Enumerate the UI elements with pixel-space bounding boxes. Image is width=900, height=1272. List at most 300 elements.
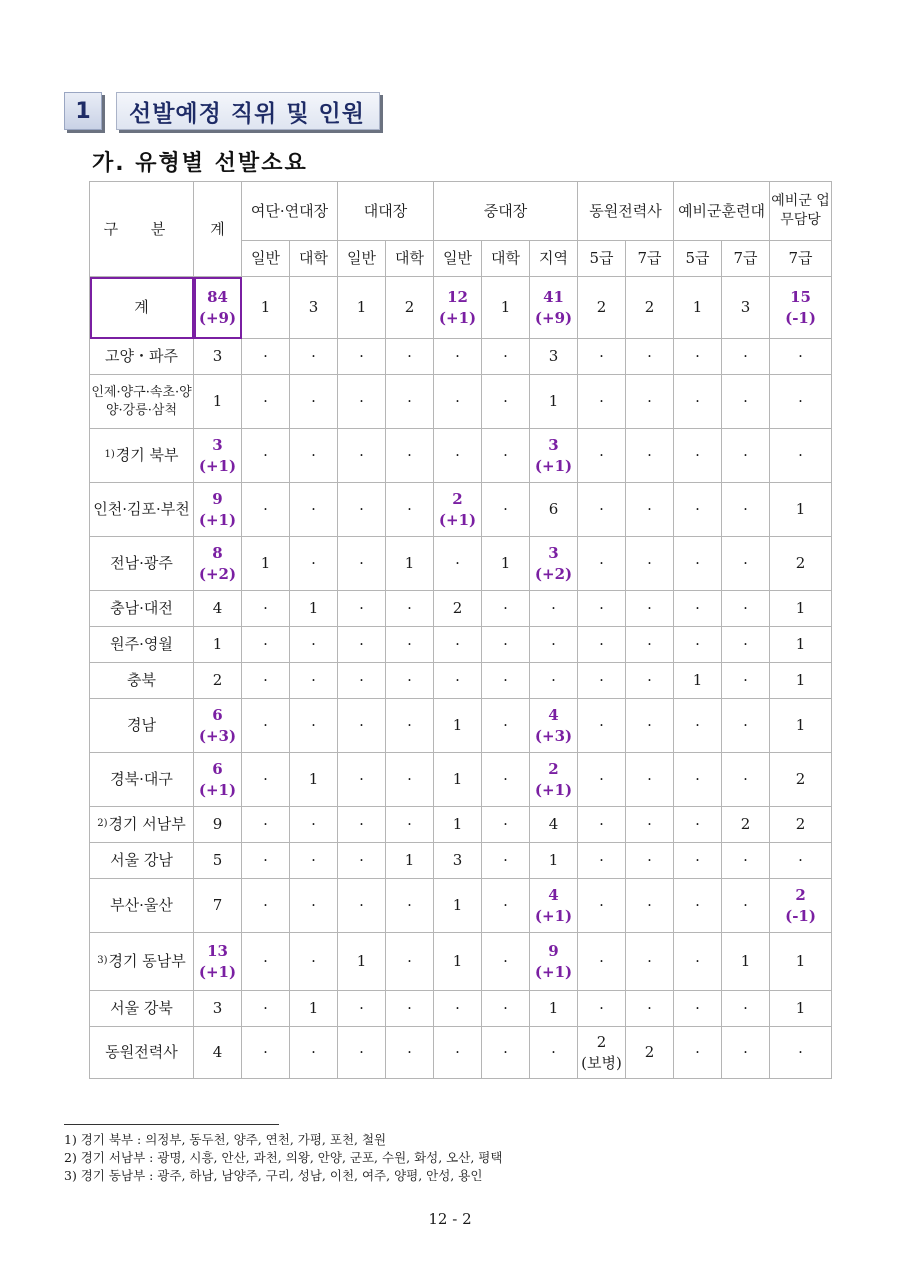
row-label-text: 경기 북부: [115, 446, 179, 465]
value-cell: [242, 429, 290, 483]
cell-value: ·: [743, 347, 748, 366]
value-cell: [626, 277, 674, 339]
cell-value: 1: [548, 392, 559, 411]
cell-value: ·: [359, 671, 364, 690]
row-label: [90, 591, 194, 627]
value-cell: [722, 591, 770, 627]
page-number: 12 - 2: [428, 1210, 472, 1228]
cell-value: ·: [599, 952, 604, 971]
value-cell: [626, 753, 674, 807]
value-cell: [770, 699, 832, 753]
value-cell: [386, 699, 434, 753]
value-cell: [530, 375, 578, 429]
row-label: [90, 699, 194, 753]
value-cell: [770, 429, 832, 483]
row-label: [90, 1027, 194, 1079]
value-cell: [386, 807, 434, 843]
cell-value: ·: [503, 851, 508, 870]
cell-value: ·: [503, 392, 508, 411]
footnote-marker: 2): [97, 818, 108, 830]
cell-value: ·: [599, 716, 604, 735]
value-cell: [674, 807, 722, 843]
row-label-text: 경기 서남부: [108, 815, 186, 834]
cell-value: ·: [599, 671, 604, 690]
value-cell: [290, 591, 338, 627]
value-cell: [770, 933, 832, 991]
row-label: [90, 429, 194, 483]
cell-value: ·: [647, 599, 652, 618]
value-cell: [530, 339, 578, 375]
footnote-marker: 3): [97, 955, 108, 967]
cell-value: 1: [356, 298, 367, 317]
cell-value: ·: [455, 635, 460, 654]
value-cell: [434, 807, 482, 843]
value-cell: [530, 843, 578, 879]
value-cell: [482, 339, 530, 375]
value-cell: [626, 591, 674, 627]
value-cell: [434, 991, 482, 1027]
cell-value: ·: [263, 500, 268, 519]
cell-value: ·: [647, 671, 652, 690]
value-cell: [434, 537, 482, 591]
cell-value: ·: [263, 815, 268, 834]
cell-value: ·: [647, 999, 652, 1018]
cell-value: ·: [263, 635, 268, 654]
value-cell: [242, 627, 290, 663]
row-label: [90, 933, 194, 991]
cell-value: ·: [798, 1043, 803, 1062]
cell-value: 2: [795, 886, 806, 905]
cell-value: 41: [543, 288, 564, 307]
cell-value: ·: [695, 554, 700, 573]
value-cell: [482, 591, 530, 627]
value-cell: [386, 537, 434, 591]
cell-value: 4: [548, 886, 559, 905]
value-cell: [578, 627, 626, 663]
cell-value: ·: [647, 347, 652, 366]
cell-value: ·: [695, 770, 700, 789]
row-label: [90, 663, 194, 699]
cell-value: 1: [740, 952, 751, 971]
cell-value: 2: [644, 1043, 655, 1062]
section-number: 1: [64, 92, 102, 130]
value-cell: [290, 339, 338, 375]
header-sub: 대학: [386, 241, 434, 277]
value-cell: [434, 699, 482, 753]
cell-value: ·: [599, 554, 604, 573]
cell-value: 1: [795, 999, 806, 1018]
value-cell: [290, 537, 338, 591]
value-cell: [530, 277, 578, 339]
cell-value: ·: [407, 896, 412, 915]
row-label-text: 경남: [127, 716, 156, 735]
value-cell: [386, 429, 434, 483]
value-cell: [626, 991, 674, 1027]
cell-value: 4: [548, 706, 559, 725]
value-cell: [338, 429, 386, 483]
value-cell: [242, 339, 290, 375]
value-cell: [530, 699, 578, 753]
value-cell: [674, 843, 722, 879]
cell-value: ·: [503, 671, 508, 690]
total-value: 4: [212, 1043, 223, 1062]
value-cell: [338, 699, 386, 753]
value-cell: [674, 591, 722, 627]
row-label-text: 인제·양구·속초·양양·강릉·삼척: [91, 384, 192, 418]
value-cell: [770, 879, 832, 933]
cell-value: ·: [798, 851, 803, 870]
cell-value: 2: [548, 760, 559, 779]
value-cell: [434, 753, 482, 807]
value-cell: [674, 537, 722, 591]
cell-value: ·: [263, 851, 268, 870]
cell-value: ·: [311, 851, 316, 870]
cell-value: 1: [795, 500, 806, 519]
value-cell: [722, 483, 770, 537]
value-cell: [530, 663, 578, 699]
cell-value: ·: [743, 999, 748, 1018]
table-row: [90, 429, 832, 483]
value-cell: [290, 1027, 338, 1079]
value-cell: [674, 699, 722, 753]
cell-value: ·: [359, 896, 364, 915]
cell-value: ·: [599, 599, 604, 618]
value-cell: [338, 627, 386, 663]
cell-diff: (보병): [581, 1053, 622, 1072]
cell-value: ·: [695, 851, 700, 870]
value-cell: [482, 843, 530, 879]
value-cell: [290, 807, 338, 843]
cell-value: ·: [359, 500, 364, 519]
value-cell: [482, 375, 530, 429]
cell-value: ·: [647, 851, 652, 870]
cell-diff: (+1): [534, 906, 573, 925]
value-cell: [386, 627, 434, 663]
footnotes: [64, 1131, 502, 1185]
cell-value: ·: [407, 500, 412, 519]
table-row: [90, 627, 832, 663]
value-cell: [482, 627, 530, 663]
row-label-text: 계: [134, 298, 149, 317]
cell-value: 3: [548, 544, 559, 563]
value-cell: [578, 591, 626, 627]
cell-value: ·: [407, 770, 412, 789]
value-cell: [530, 429, 578, 483]
row-label: [90, 991, 194, 1027]
value-cell: [770, 591, 832, 627]
value-cell: [530, 483, 578, 537]
cell-value: ·: [503, 599, 508, 618]
cell-value: ·: [311, 635, 316, 654]
value-cell: [242, 807, 290, 843]
value-cell: [578, 843, 626, 879]
cell-value: ·: [743, 770, 748, 789]
cell-value: 2: [644, 298, 655, 317]
value-cell: [242, 483, 290, 537]
cell-value: ·: [551, 635, 556, 654]
cell-value: 2: [596, 298, 607, 317]
value-cell: [242, 277, 290, 339]
cell-value: ·: [647, 392, 652, 411]
value-cell: [434, 277, 482, 339]
value-cell: [626, 699, 674, 753]
row-label-text: 원주·영월: [110, 635, 173, 654]
value-cell: [386, 991, 434, 1027]
cell-value: ·: [647, 770, 652, 789]
value-cell: [386, 663, 434, 699]
value-cell: [722, 375, 770, 429]
cell-value: 1: [692, 298, 703, 317]
value-cell: [482, 753, 530, 807]
cell-value: ·: [503, 770, 508, 789]
table-row: [90, 807, 832, 843]
cell-value: ·: [455, 554, 460, 573]
cell-value: 3: [740, 298, 751, 317]
footnote-marker: 1): [104, 449, 115, 461]
cell-value: ·: [359, 770, 364, 789]
row-label: [90, 339, 194, 375]
header-sub: 일반: [338, 241, 386, 277]
cell-value: ·: [743, 635, 748, 654]
value-cell: [290, 277, 338, 339]
value-cell: [530, 933, 578, 991]
cell-value: ·: [743, 671, 748, 690]
value-cell: [386, 277, 434, 339]
row-total: [194, 375, 242, 429]
value-cell: [290, 879, 338, 933]
value-cell: [242, 699, 290, 753]
row-label: [90, 537, 194, 591]
value-cell: [770, 627, 832, 663]
cell-value: 1: [548, 999, 559, 1018]
row-label: [90, 807, 194, 843]
row-label-text: 경기 동남부: [108, 952, 186, 971]
value-cell: [722, 663, 770, 699]
header-sub: 대학: [482, 241, 530, 277]
value-cell: [770, 1027, 832, 1079]
value-cell: [434, 879, 482, 933]
header-sub: 지역: [530, 241, 578, 277]
cell-value: 1: [308, 770, 319, 789]
selection-table: [89, 181, 832, 1079]
cell-value: ·: [599, 770, 604, 789]
cell-value: 3: [452, 851, 463, 870]
value-cell: [338, 483, 386, 537]
cell-value: ·: [455, 999, 460, 1018]
cell-value: ·: [599, 635, 604, 654]
cell-value: ·: [503, 446, 508, 465]
value-cell: [626, 663, 674, 699]
row-label-text: 충남·대전: [110, 599, 173, 618]
value-cell: [674, 375, 722, 429]
header-sub: 7급: [722, 241, 770, 277]
cell-value: ·: [263, 671, 268, 690]
cell-value: ·: [311, 347, 316, 366]
value-cell: [290, 991, 338, 1027]
cell-value: ·: [503, 635, 508, 654]
cell-value: ·: [551, 1043, 556, 1062]
value-cell: [578, 375, 626, 429]
cell-value: ·: [359, 999, 364, 1018]
value-cell: [530, 627, 578, 663]
value-cell: [434, 1027, 482, 1079]
total-diff: (+1): [198, 780, 237, 799]
cell-value: ·: [695, 500, 700, 519]
value-cell: [578, 1027, 626, 1079]
cell-value: ·: [407, 815, 412, 834]
cell-value: ·: [503, 500, 508, 519]
cell-value: ·: [407, 671, 412, 690]
cell-value: ·: [503, 896, 508, 915]
value-cell: [434, 429, 482, 483]
header-sub: 7급: [626, 241, 674, 277]
value-cell: [242, 591, 290, 627]
total-value: 84: [207, 288, 228, 307]
cell-value: 1: [260, 298, 271, 317]
cell-value: ·: [695, 1043, 700, 1062]
row-total: [194, 1027, 242, 1079]
header-sub: 대학: [290, 241, 338, 277]
value-cell: [530, 537, 578, 591]
table-row: [90, 843, 832, 879]
value-cell: [722, 429, 770, 483]
total-value: 9: [212, 815, 223, 834]
cell-value: 2: [596, 1033, 607, 1052]
value-cell: [674, 339, 722, 375]
cell-value: ·: [407, 716, 412, 735]
table-row: [90, 591, 832, 627]
value-cell: [386, 933, 434, 991]
cell-value: ·: [263, 999, 268, 1018]
value-cell: [338, 753, 386, 807]
table-row: [90, 753, 832, 807]
cell-value: 2: [404, 298, 415, 317]
value-cell: [338, 807, 386, 843]
cell-value: ·: [311, 716, 316, 735]
value-cell: [626, 339, 674, 375]
total-diff: (+2): [198, 564, 237, 583]
total-value: 9: [212, 490, 223, 509]
value-cell: [530, 991, 578, 1027]
value-cell: [290, 933, 338, 991]
total-value: 2: [212, 671, 223, 690]
cell-value: ·: [647, 952, 652, 971]
cell-value: ·: [695, 347, 700, 366]
cell-value: ·: [503, 999, 508, 1018]
cell-diff: (+1): [534, 780, 573, 799]
cell-value: 1: [500, 554, 511, 573]
cell-value: ·: [263, 599, 268, 618]
cell-value: ·: [407, 635, 412, 654]
value-cell: [290, 429, 338, 483]
cell-value: ·: [599, 446, 604, 465]
cell-value: 1: [692, 671, 703, 690]
value-cell: [722, 699, 770, 753]
value-cell: [578, 991, 626, 1027]
cell-value: ·: [359, 554, 364, 573]
cell-value: 1: [548, 851, 559, 870]
row-total: [194, 699, 242, 753]
cell-value: ·: [647, 635, 652, 654]
cell-value: ·: [311, 446, 316, 465]
total-value: 13: [207, 942, 228, 961]
value-cell: [770, 843, 832, 879]
cell-value: 2: [452, 490, 463, 509]
total-diff: (+3): [198, 726, 237, 745]
cell-value: ·: [599, 347, 604, 366]
cell-value: 1: [356, 952, 367, 971]
value-cell: [578, 807, 626, 843]
value-cell: [338, 375, 386, 429]
value-cell: [290, 483, 338, 537]
value-cell: [578, 537, 626, 591]
header-group-brigade: 여단·연대장: [242, 182, 338, 241]
row-total: [194, 753, 242, 807]
value-cell: [434, 843, 482, 879]
row-label-text: 서울 강북: [110, 999, 173, 1018]
cell-value: ·: [359, 446, 364, 465]
cell-value: 1: [404, 851, 415, 870]
value-cell: [770, 537, 832, 591]
cell-value: ·: [599, 500, 604, 519]
cell-value: ·: [798, 392, 803, 411]
cell-value: ·: [798, 446, 803, 465]
total-diff: (+1): [198, 962, 237, 981]
value-cell: [242, 753, 290, 807]
cell-value: ·: [743, 500, 748, 519]
value-cell: [242, 375, 290, 429]
cell-value: ·: [647, 815, 652, 834]
value-cell: [674, 753, 722, 807]
row-total: [194, 879, 242, 933]
cell-value: ·: [647, 500, 652, 519]
value-cell: [626, 537, 674, 591]
value-cell: [722, 933, 770, 991]
value-cell: [530, 1027, 578, 1079]
cell-value: ·: [647, 554, 652, 573]
value-cell: [722, 991, 770, 1027]
value-cell: [770, 483, 832, 537]
value-cell: [674, 663, 722, 699]
row-label: [90, 879, 194, 933]
cell-value: 1: [404, 554, 415, 573]
value-cell: [338, 339, 386, 375]
cell-value: 3: [308, 298, 319, 317]
value-cell: [290, 375, 338, 429]
cell-value: ·: [263, 1043, 268, 1062]
cell-value: 2: [740, 815, 751, 834]
cell-value: ·: [599, 851, 604, 870]
cell-value: ·: [503, 815, 508, 834]
value-cell: [722, 879, 770, 933]
cell-value: 3: [548, 347, 559, 366]
cell-value: ·: [263, 446, 268, 465]
value-cell: [338, 843, 386, 879]
footnote: 3) 경기 동남부 : 광주, 하남, 남양주, 구리, 성남, 이천, 여주, 양평, 안성, 용인: [64, 1168, 483, 1183]
header-group-battalion: 대대장: [338, 182, 434, 241]
table-row: [90, 699, 832, 753]
total-value: 1: [212, 635, 223, 654]
cell-value: ·: [798, 347, 803, 366]
cell-value: ·: [695, 999, 700, 1018]
cell-value: ·: [455, 1043, 460, 1062]
cell-value: 1: [308, 599, 319, 618]
cell-value: 1: [452, 896, 463, 915]
total-value: 8: [212, 544, 223, 563]
cell-value: 2: [795, 770, 806, 789]
value-cell: [578, 663, 626, 699]
total-value: 5: [212, 851, 223, 870]
